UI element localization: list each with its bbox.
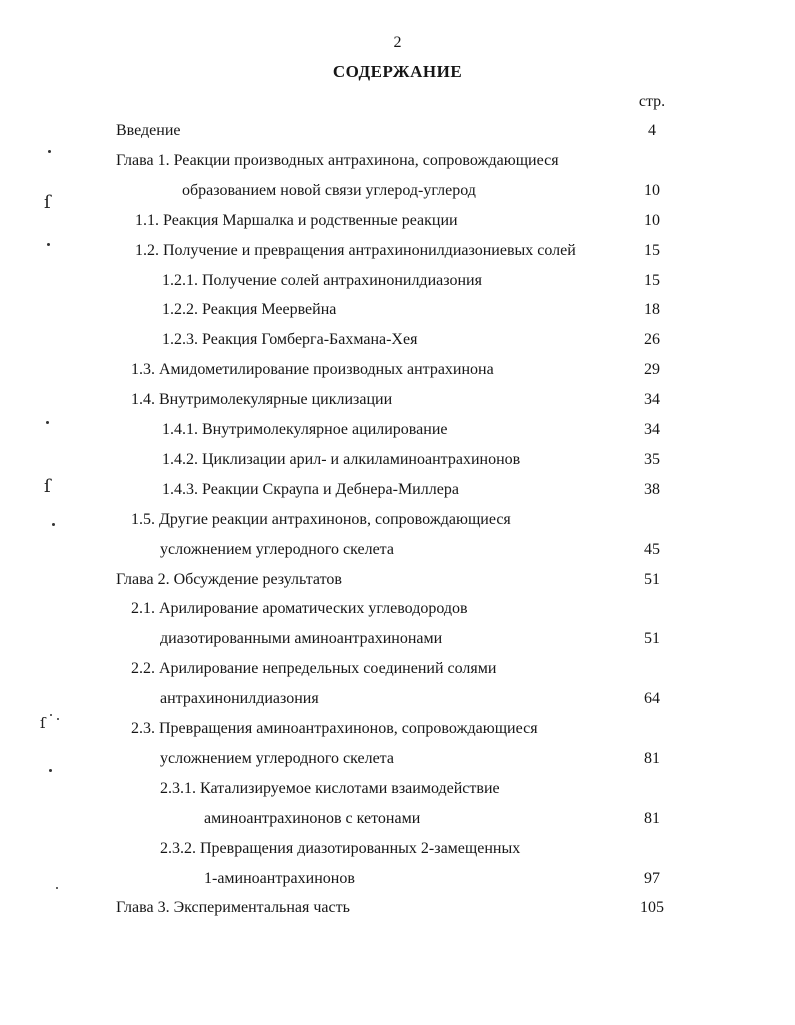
toc-entry-page: 51 <box>644 571 660 588</box>
toc-entry-page: 26 <box>644 331 660 348</box>
toc-entry-text: аминоантрахинонов с кетонами <box>204 810 421 827</box>
toc-entry-text: 2.2. Арилирование непредельных соединений солями <box>131 660 497 677</box>
scan-speck <box>47 243 50 246</box>
toc-entry-text: 1.4. Внутримолекулярные циклизации <box>131 391 393 408</box>
toc-entry-page: 64 <box>644 690 660 707</box>
toc-entry-page: 10 <box>644 182 660 199</box>
toc-entry-text: 1.2.3. Реакция Гомберга-Бахмана-Хея <box>162 331 418 348</box>
toc-entry-text: Введение <box>116 122 181 139</box>
toc-entry-text: 1.4.2. Циклизации арил- и алкиламиноантрахинонов <box>162 451 521 468</box>
page-title: СОДЕРЖАНИЕ <box>332 62 463 81</box>
page-column-header: стр. <box>638 93 666 110</box>
scan-speck <box>50 714 52 716</box>
toc-entry-text: 1.4.1. Внутримолекулярное ацилирование <box>162 421 448 438</box>
scan-speck <box>46 421 49 424</box>
toc-entry-page: 34 <box>644 391 660 408</box>
toc-entry-page: 35 <box>644 451 660 468</box>
toc-entry-page: 4 <box>648 122 656 139</box>
toc-entry-page: 10 <box>644 212 660 229</box>
toc-entry-text: образованием новой связи углерод-углерод <box>182 182 476 199</box>
scan-speck <box>48 150 51 153</box>
toc-entry-text: 2.3.2. Превращения диазотированных 2-замещенных <box>160 840 521 857</box>
toc-entry-text: 1.2.1. Получение солей антрахинонилдиазония <box>162 272 482 289</box>
toc-entry-text: антрахинонилдиазония <box>160 690 319 707</box>
toc-entry-text: 1-аминоантрахинонов <box>204 870 355 887</box>
toc-entry-page: 15 <box>644 272 660 289</box>
toc-entry-text: Глава 3. Экспериментальная часть <box>116 899 350 916</box>
toc-entry-text: 1.2. Получение и превращения антрахинонилдиазониевых солей <box>135 242 576 259</box>
toc-entry-text: 1.5. Другие реакции антрахинонов, сопровождающиеся <box>131 511 511 528</box>
toc-entry-page: 51 <box>644 630 660 647</box>
toc-entry-page: 15 <box>644 242 660 259</box>
toc-entry-text: 1.1. Реакция Маршалка и родственные реакции <box>135 212 458 229</box>
toc-entry-page: 34 <box>644 421 660 438</box>
scan-speck <box>56 887 58 889</box>
toc-entry-text: Глава 1. Реакции производных антрахинона, сопровождающиеся <box>116 152 559 169</box>
scan-speck <box>49 769 52 772</box>
toc-entry-text: 2.3. Превращения аминоантрахинонов, сопровождающиеся <box>131 720 538 737</box>
toc-entry-text: усложнением углеродного скелета <box>160 541 394 558</box>
margin-bracket-mark: ſ <box>44 476 51 497</box>
toc-entry-page: 97 <box>644 870 660 887</box>
toc-entry-text: 1.4.3. Реакции Скраупа и Дебнера-Миллера <box>162 481 459 498</box>
toc-entry-text: диазотированными аминоантрахинонами <box>160 630 443 647</box>
margin-bracket-mark: ſ <box>40 714 46 732</box>
scan-speck <box>57 718 59 720</box>
toc-entry-text: Глава 2. Обсуждение результатов <box>116 571 342 588</box>
toc-entry-page: 81 <box>644 750 660 767</box>
toc-entry-page: 38 <box>644 481 660 498</box>
toc-entry-text: усложнением углеродного скелета <box>160 750 394 767</box>
scan-speck <box>52 523 55 526</box>
toc-entry-page: 81 <box>644 810 660 827</box>
toc-entry-text: 1.3. Амидометилирование производных антрахинона <box>131 361 494 378</box>
toc-entry-text: 1.2.2. Реакция Меервейна <box>162 301 337 318</box>
toc-entry-page: 45 <box>644 541 660 558</box>
toc-entry-text: 2.3.1. Катализируемое кислотами взаимодействие <box>160 780 500 797</box>
toc-entry-page: 18 <box>644 301 660 318</box>
toc-entry-text: 2.1. Арилирование ароматических углеводородов <box>131 600 468 617</box>
toc-entry-page: 105 <box>640 899 664 916</box>
toc-entry-page: 29 <box>644 361 660 378</box>
page-number: 2 <box>393 34 402 51</box>
margin-bracket-mark: ſ <box>44 192 51 213</box>
